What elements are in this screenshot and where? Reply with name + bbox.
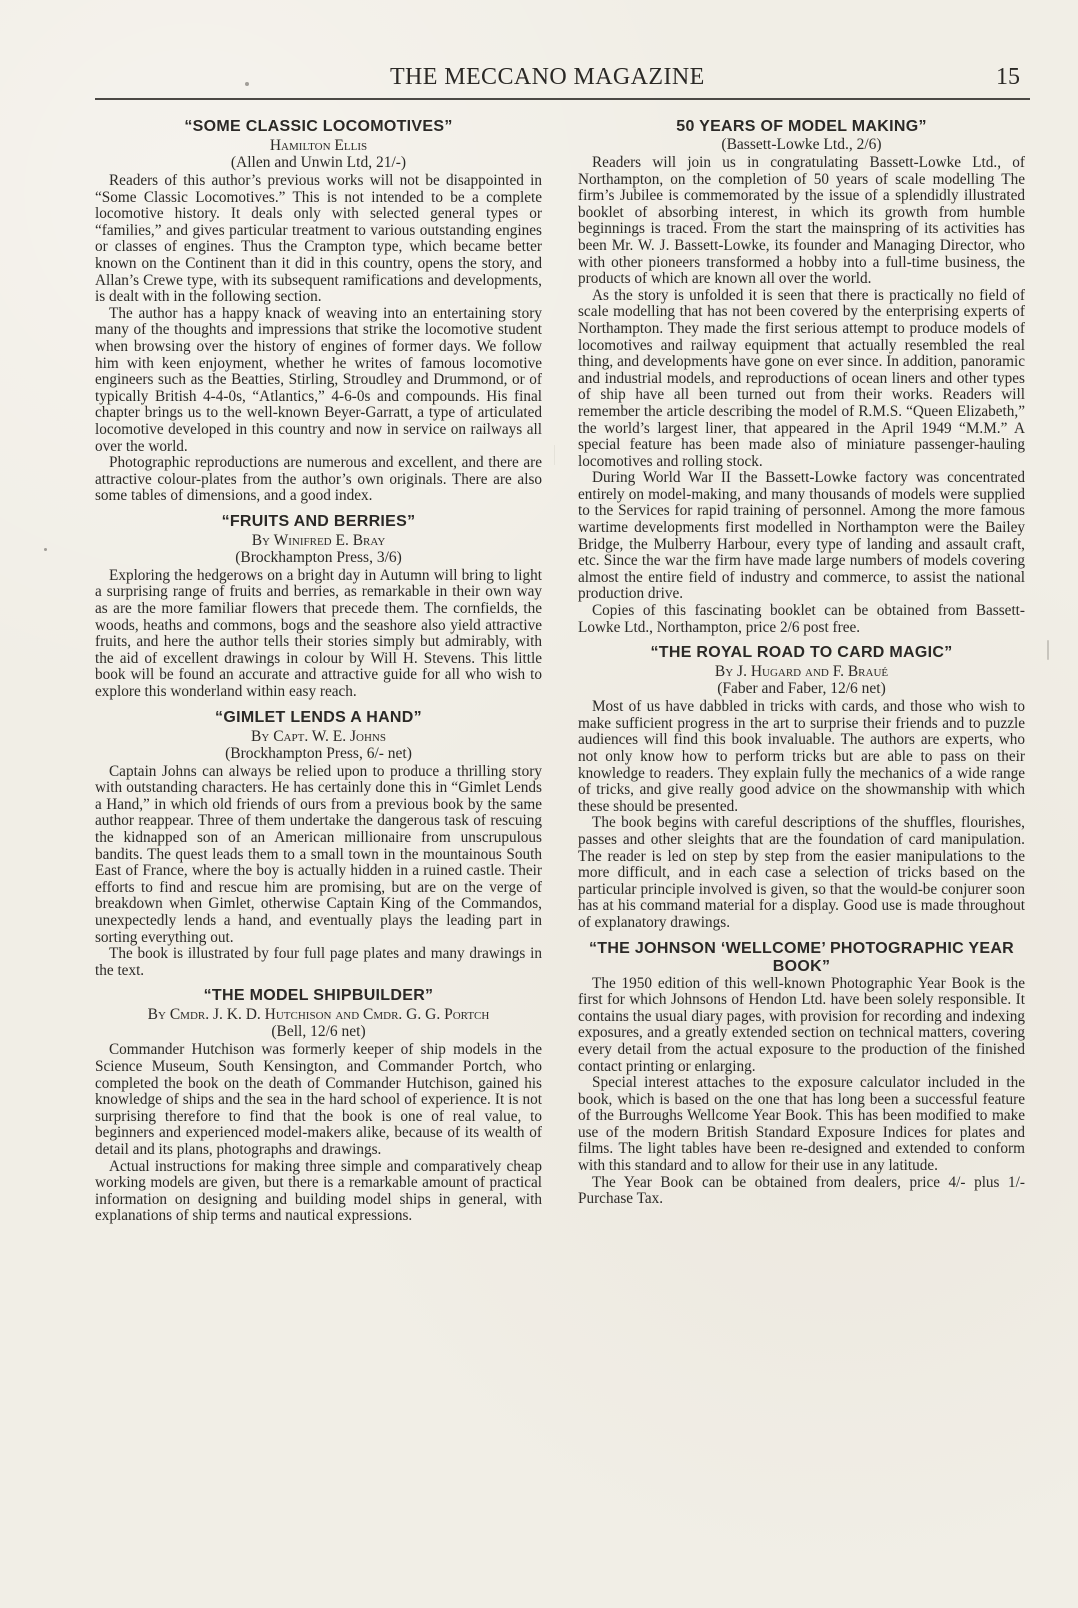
page-number: 15 bbox=[996, 64, 1020, 90]
review-publisher: (Brockhampton Press, 6/- net) bbox=[225, 744, 412, 762]
review-paragraph: Photographic reproductions are numerous and excellent, and there are attractive colour-plates from the author’s own originals. There are also some tables of dimensions, and a good index. bbox=[95, 454, 542, 505]
review-title: “GIMLET LENDS A HAND” bbox=[215, 708, 422, 726]
review-byline: By Cmdr. J. K. D. Hutchison and Cmdr. G. G. Portch bbox=[147, 1006, 490, 1024]
review-paragraph: During World War II the Bassett-Lowke factory was concentrated entirely on model-making, and many thousands of models were supplied to the Services for rapid training of personnel. Among the more famous wartime developments first modelled in Northampton were the Bailey Bridge, the Mulberry Harbour, every type of landing and assault craft, etc. Since the war the firm have made large numbers of models covering almost the entire field of industry and commerce, to assist the national production drive. bbox=[578, 469, 1025, 603]
review-paragraph: The book is illustrated by four full page plates and many drawings in the text. bbox=[95, 945, 542, 979]
speck bbox=[245, 82, 249, 86]
review-title: “THE JOHNSON ‘WELLCOME’ PHOTOGRAPHIC YEAR BOOK” bbox=[588, 939, 1015, 975]
review-title: “SOME CLASSIC LOCOMOTIVES” bbox=[184, 118, 453, 135]
review-paragraph: Actual instructions for making three simple and comparatively cheap working models are given, but there is a remarkable amount of practical information on designing and building model ships in general, with explanations of ship terms and nautical expressions. bbox=[95, 1157, 542, 1225]
review-paragraph: Readers will join us in congratulating Bassett-Lowke Ltd., of Northampton, on the completion of 50 years of scale modelling The firm’s Jubilee is commemorated by the issue of a splendidly illustrated booklet of absorbing interest, in which its growth from humble beginnings is traced. From the start the mainspring of its activities has been Mr. W. J. Bassett-Lowke, its founder and Managing Director, who with other pioneers transformed a hobby into a full-time business, the products of which are known all over the world. bbox=[578, 154, 1025, 288]
left-column bbox=[95, 118, 542, 1225]
review-paragraph: The author has a happy knack of weaving into an entertaining story many of the thoughts and impressions that strike the locomotive student when browsing over the history of engines of former days. We follow him with keen enjoyment, whether he writes of famous locomotive engineers such as the Beatties, Stirling, Stroudley and Drummond, or of typically British 4-4-0s, “Atlantics,” 4-6-0s and compounds. His final chapter brings us to the well-known Beyer-Garratt, a type of articulated locomotive developed in this country and now in service on railways all over the world. bbox=[95, 304, 542, 455]
review-model-making bbox=[578, 118, 1025, 636]
review-byline: By Capt. W. E. Johns bbox=[251, 727, 386, 745]
review-model-shipbuilder bbox=[95, 987, 542, 1225]
right-column bbox=[578, 118, 1025, 1208]
review-publisher: (Brockhampton Press, 3/6) bbox=[235, 548, 402, 566]
review-byline: By J. Hugard and F. Braué bbox=[714, 663, 889, 681]
review-byline: Hamilton Ellis bbox=[269, 137, 368, 154]
review-paragraph: Most of us have dabbled in tricks with cards, and those who wish to make sufficient progress in the art to surprise their friends and to puzzle audiences will find this book invaluable. The authors are experts, who not only know how to perform tricks but are able to pass on their knowledge to readers. They explain fully the mechanics of a wide range of tricks, and give really good advice on the showmanship with which these should be presented. bbox=[578, 698, 1025, 815]
review-paragraph: Captain Johns can always be relied upon to produce a thrilling story with outstanding characters. He has certainly done this in “Gimlet Lends a Hand,” in which old friends of ours from a previous book by the same author reappear. Three of them undertake the dangerous task of rescuing the kidnapped son of an American millionaire from unscrupulous bandits. The quest leads them to a small town in the mountainous South East of France, where the boy is actually hidden in a ruined castle. Their efforts to find and rescue him are promising, but are on the verge of breakdown when Gimlet, otherwise Captain King of the Commandos, unexpectedly lends a hand, and eventually plays the leading part in sorting everything out. bbox=[95, 762, 542, 946]
review-paragraph: The 1950 edition of this well-known Photographic Year Book is the first for which Johnsons of Hendon Ltd. have been solely responsible. It contains the usual diary pages, with provision for recording and indexing exposures, and a greatly extended section on technical matters, covering every detail from the actual exposure to the production of the finished contact printing or enlarging. bbox=[578, 974, 1025, 1075]
review-photographic-year-book bbox=[578, 940, 1025, 1208]
review-title: “FRUITS AND BERRIES” bbox=[221, 512, 416, 530]
review-fruits-and-berries bbox=[95, 513, 542, 701]
page-header bbox=[95, 58, 1030, 100]
review-title: 50 YEARS OF MODEL MAKING” bbox=[676, 118, 927, 135]
review-paragraph: The Year Book can be obtained from dealers, price 4/- plus 1/- Purchase Tax. bbox=[578, 1173, 1025, 1208]
review-paragraph: Commander Hutchison was formerly keeper of ship models in the Science Museum, South Kensington, and Commander Portch, who completed the book on the death of Commander Hutchison, gained his knowledge of ships and the sea in the hard school of experience. It is not surprising therefore to find that the book is one of real value, to beginners and experienced model-makers alike, because of its wealth of detail and its plans, photographs and drawings. bbox=[95, 1041, 542, 1158]
review-paragraph: As the story is unfolded it is seen that there is practically no field of scale modelling that has not been covered by the enterprising experts of Northampton. They made the first serious attempt to produce models of locomotives and railway equipment that actually resembled the real thing, and developments have gone on ever since. In addition, panoramic and industrial models, and reproductions of ocean liners and other types of ship have all been turned out from their works. Readers will remember the article describing the model of R.M.S. “Queen Elizabeth,” the world’s largest liner, that appeared in the April 1949 “M.M.” A special feature has been made also of miniature passenger-hauling locomotives and rolling stock. bbox=[578, 286, 1025, 470]
review-paragraph: Exploring the hedgerows on a bright day in Autumn will bring to light a surprising range of fruits and berries, as remarkable in their own way as are the more familiar flowers that precede them. The cornfields, the woods, heaths and commons, bogs and the seashore also yield attractive fruits, and here the author tells their stories simply but admirably, with the aid of excellent drawings in colour by Will H. Stevens. This little book will be found an accurate and attractive guide for all who wish to explore this wonderland within easy reach. bbox=[95, 566, 542, 701]
speck bbox=[44, 548, 47, 551]
magazine-title: THE MECCANO MAGAZINE bbox=[390, 64, 705, 90]
review-paragraph: Copies of this fascinating booklet can be obtained from Bassett-Lowke Ltd., Northampton, price 2/6 post free. bbox=[578, 602, 1025, 636]
review-royal-road-card-magic bbox=[578, 644, 1025, 931]
review-byline: By Winifred E. Bray bbox=[251, 531, 386, 549]
review-publisher: (Bassett-Lowke Ltd., 2/6) bbox=[721, 136, 882, 153]
review-publisher: (Bell, 12/6 net) bbox=[271, 1023, 366, 1041]
review-paragraph: Special interest attaches to the exposure calculator included in the book, which is based on the one that has long been a successful feature of the Burroughs Wellcome Year Book. This has been modified to make use of the modern British Standard Exposure Indices for plates and films. The light tables have been re-designed and extended to conform with this standard and to allow for their use in any latitude. bbox=[578, 1074, 1025, 1175]
review-classic-locomotives bbox=[95, 118, 542, 505]
review-publisher: (Allen and Unwin Ltd, 21/-) bbox=[230, 154, 407, 171]
speck bbox=[1047, 640, 1049, 660]
review-paragraph: Readers of this author’s previous works will not be disappointed in “Some Classic Locomotives.” This is not intended to be a complete locomotive history. It deals only with selected general types or “families,” and gives particular treatment to various outstanding engines or classes of engines. Thus the Crampton type, which became better known on the Continent than it did in this country, opens the story, and Allan’s Crewe type, with its subsequent ramifications and developments, is dealt with in the following section. bbox=[95, 172, 542, 306]
review-publisher: (Faber and Faber, 12/6 net) bbox=[717, 680, 886, 698]
review-title: “THE ROYAL ROAD TO CARD MAGIC” bbox=[650, 644, 953, 662]
review-paragraph: The book begins with careful descriptions of the shuffles, flourishes, passes and other sleights that are the foundation of card manipulation. The reader is led on step by step from the easier manipulations to the more difficult, and in each case a selection of tricks based on the particular principle involved is given, so that the would-be conjurer soon has at his command material for a display. Good use is made throughout of explanatory drawings. bbox=[578, 814, 1025, 931]
review-gimlet-lends-a-hand bbox=[95, 709, 542, 980]
page-mark bbox=[554, 445, 555, 465]
review-title: “THE MODEL SHIPBUILDER” bbox=[203, 987, 434, 1005]
